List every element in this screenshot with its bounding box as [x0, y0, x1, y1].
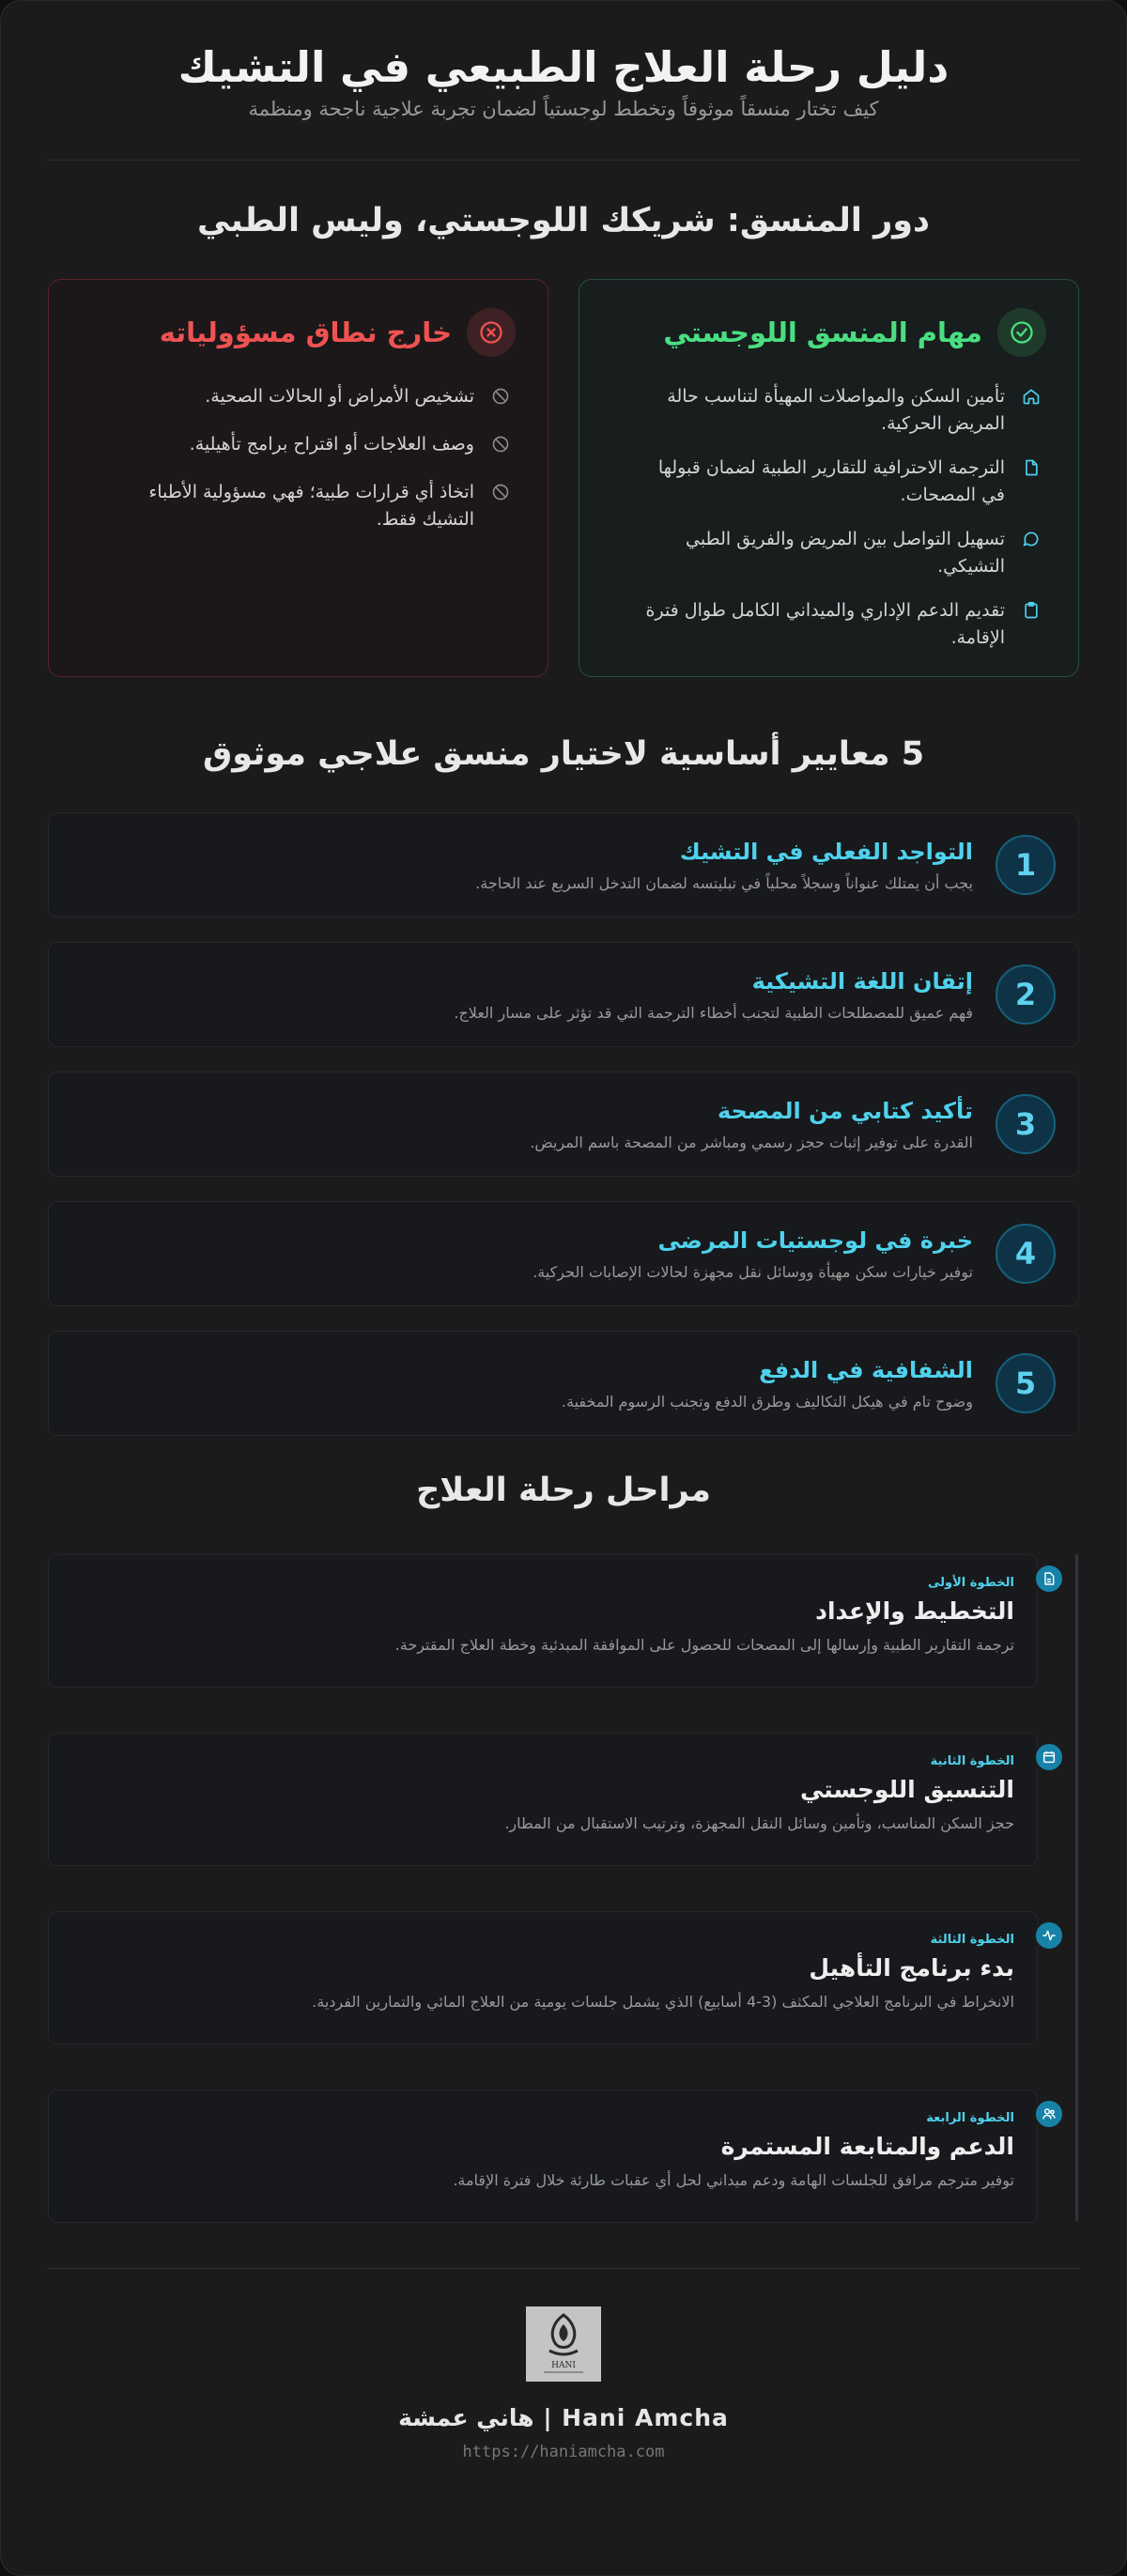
footer [1, 2269, 1126, 2461]
check-circle-icon [997, 308, 1046, 357]
criterion-title: الشفافية في الدفع [759, 1356, 973, 1383]
outside-scope-list [81, 383, 516, 533]
page-title: دليل رحلة العلاج الطبيعي في التشيك [178, 42, 949, 92]
list-item-text: تأمين السكن والمواصلات المهيأة لتناسب حالة المريض الحركية. [667, 386, 1005, 434]
list-item-text: تسهيل التواصل بين المريض والفريق الطبي التشيكي. [685, 529, 1005, 577]
duties-list [611, 383, 1046, 652]
criterion-item [48, 942, 1079, 1047]
list-item-text: وصف العلاجات أو اقتراح برامج تأهيلية. [189, 434, 474, 455]
list-item [611, 455, 1041, 509]
criterion-item [48, 1072, 1079, 1177]
divider [48, 160, 1079, 161]
calendar-icon [1033, 1741, 1065, 1773]
step-desc: الانخراط في البرنامج العلاجي المكثف (3-4 أسابيع) الذي يشمل جلسات يومية من العلاج المائي والتمارين الفردية. [312, 1993, 1014, 2011]
list-item [81, 383, 510, 414]
step-desc: ترجمة التقارير الطبية وإرسالها إلى المصحات للحصول على الموافقة المبدئية وخطة العلاج المقترحة. [394, 1636, 1014, 1654]
step-label: الخطوة الثالثة [930, 1933, 1014, 1947]
x-circle-icon [467, 308, 516, 357]
step-label: الخطوة الرابعة [926, 2111, 1014, 2125]
duties-card [579, 279, 1079, 677]
criterion-number: 5 [996, 1353, 1056, 1413]
criterion-item [48, 1331, 1079, 1436]
criterion-desc: يجب أن يمتلك عنواناً وسجلاً محلياً في تبليتسه لضمان التدخل السريع عند الحاجة. [475, 873, 973, 892]
criterion-number: 4 [996, 1224, 1056, 1284]
document-icon [1020, 455, 1041, 509]
criterion-item [48, 1201, 1079, 1306]
timeline-line [1075, 1554, 1078, 2221]
duties-title: مهام المنسق اللوجستي [663, 316, 982, 348]
list-item [81, 431, 510, 462]
roles-section-title: دور المنسق: شريكك اللوجستي، وليس الطبي [197, 202, 930, 239]
journey-step [48, 2090, 1038, 2223]
step-desc: حجز السكن المناسب، وتأمين وسائل النقل المجهزة، وترتيب الاستقبال من المطار. [504, 1814, 1014, 1832]
brand-logo [526, 2306, 601, 2382]
outside-scope-header [81, 308, 516, 357]
criterion-desc: توفير خيارات سكن مهيأة ووسائل نقل مجهزة لحالات الإصابات الحركية. [533, 1262, 973, 1281]
journey-section-title: مراحل رحلة العلاج [416, 1472, 711, 1509]
journey-step [48, 1733, 1038, 1866]
logo-text: HANI [551, 2361, 576, 2370]
criterion-title: إتقان اللغة التشيكية [751, 967, 973, 995]
home-icon [1020, 383, 1041, 438]
journey-step [48, 1911, 1038, 2044]
ban-icon [489, 383, 510, 414]
users-icon [1033, 2098, 1065, 2130]
list-item-text: اتخاذ أي قرارات طبية؛ فهي مسؤولية الأطباء التشيك فقط. [148, 482, 474, 530]
step-title: التنسيق اللوجستي [799, 1776, 1014, 1803]
step-label: الخطوة الثانية [930, 1754, 1014, 1768]
list-item [611, 526, 1041, 580]
criteria-section-title: 5 معايير أساسية لاختيار منسق علاجي موثوق [202, 735, 925, 773]
step-desc: توفير مترجم مرافق للجلسات الهامة ودعم ميداني لحل أي عقبات طارئة خلال فترة الإقامة. [453, 2171, 1014, 2189]
duties-header [611, 308, 1046, 357]
list-item [611, 597, 1041, 652]
criterion-title: التواجد الفعلي في التشيك [679, 838, 973, 865]
ban-icon [489, 431, 510, 462]
outside-scope-title: خارج نطاق مسؤولياته [159, 316, 452, 348]
step-title: التخطيط والإعداد [815, 1597, 1014, 1625]
outside-scope-card [48, 279, 548, 677]
journey-step [48, 1554, 1038, 1688]
criterion-title: خبرة في لوجستيات المرضى [657, 1226, 973, 1254]
list-item [611, 383, 1041, 438]
header [1, 1, 1126, 120]
criterion-desc: القدرة على توفير إثبات حجز رسمي ومباشر من المصحة باسم المريض. [530, 1133, 973, 1151]
brand-name: Hani Amcha | هاني عمشة [398, 2404, 729, 2431]
criteria-list [1, 812, 1126, 1436]
criterion-number: 3 [996, 1094, 1056, 1154]
step-label: الخطوة الأولى [928, 1576, 1014, 1590]
journey-timeline [1, 1554, 1126, 2223]
ban-icon [489, 479, 510, 533]
page-subtitle: كيف تختار منسقاً موثوقاً وتخطط لوجستياً لضمان تجربة علاجية ناجحة ومنظمة [248, 98, 879, 120]
criterion-desc: وضوح تام في هيكل التكاليف وطرق الدفع وتجنب الرسوم المخفية. [561, 1392, 973, 1411]
website-link[interactable]: https://haniamcha.com [462, 2443, 665, 2461]
list-item-text: تشخيص الأمراض أو الحالات الصحية. [205, 386, 474, 407]
document-icon [1033, 1563, 1065, 1595]
criterion-title: تأكيد كتابي من المصحة [717, 1097, 973, 1124]
roles-row [1, 279, 1126, 677]
chat-bubble-icon [1020, 526, 1041, 580]
criterion-desc: فهم عميق للمصطلحات الطبية لتجنب أخطاء الترجمة التي قد تؤثر على مسار العلاج. [454, 1003, 973, 1022]
criterion-item [48, 812, 1079, 918]
step-title: بدء برنامج التأهيل [809, 1954, 1014, 1982]
list-item-text: تقديم الدعم الإداري والميداني الكامل طوال فترة الإقامة. [645, 600, 1005, 648]
list-item [81, 479, 510, 533]
step-title: الدعم والمتابعة المستمرة [720, 2133, 1014, 2160]
list-item-text: الترجمة الاحترافية للتقارير الطبية لضمان قبولها في المصحات. [657, 457, 1005, 505]
pulse-icon [1033, 1920, 1065, 1951]
clipboard-icon [1020, 597, 1041, 652]
criterion-number: 2 [996, 964, 1056, 1025]
criterion-number: 1 [996, 835, 1056, 895]
